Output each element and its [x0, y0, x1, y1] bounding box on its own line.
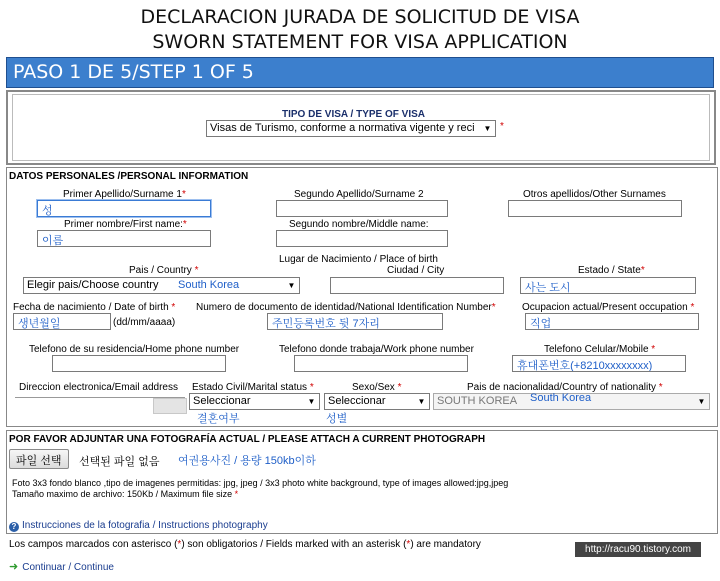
civil-status-select[interactable]	[189, 393, 320, 410]
sex-selected: Seleccionar	[328, 395, 386, 407]
sex-select[interactable]	[324, 393, 430, 410]
occupation-input[interactable]: 직업	[525, 313, 699, 330]
country-annotation: South Korea	[178, 279, 240, 291]
arrow-right-icon: ➜	[9, 561, 19, 573]
occupation-label: Ocupacion actual/Present occupation *	[522, 302, 695, 313]
state-input[interactable]: 사는 도시	[520, 277, 696, 294]
surname2-input[interactable]	[276, 200, 448, 217]
continue-link[interactable]: ➜ Continuar / Continue	[9, 561, 114, 573]
other-surnames-input[interactable]	[508, 200, 682, 217]
required-mark: *	[500, 121, 504, 132]
visa-type-selected: Visas de Turismo, conforme a normativa vigente y reci	[210, 122, 475, 134]
visa-type-label: TIPO DE VISA / TYPE OF VISA	[282, 109, 425, 120]
middle-name-label: Segundo nombre/Middle name:	[289, 219, 429, 230]
sex-annotation: 성별	[326, 413, 348, 425]
photo-annotation: 여권용사진 / 용량 150kb이하	[178, 455, 316, 467]
other-surnames-label: Otros apellidos/Other Surnames	[523, 189, 666, 200]
step-indicator: PASO 1 DE 5/STEP 1 OF 5	[6, 57, 714, 88]
sex-label: Sexo/Sex *	[352, 382, 402, 393]
help-icon: ?	[9, 522, 19, 532]
watermark: http://racu90.tistory.com	[575, 542, 701, 557]
choose-file-button[interactable]: 파일 선택	[9, 449, 69, 469]
civil-status-selected: Seleccionar	[193, 395, 251, 407]
visa-type-select[interactable]	[206, 120, 496, 137]
chevron-down-icon: ▼	[307, 397, 316, 406]
state-label: Estado / State*	[578, 265, 645, 276]
mobile-input[interactable]: 휴대폰번호(+8210xxxxxxxx)	[512, 355, 686, 372]
nationality-selected: SOUTH KOREA	[437, 395, 518, 407]
work-phone-input[interactable]	[294, 355, 468, 372]
civil-status-label: Estado Civil/Marital status *	[192, 382, 314, 393]
middle-name-input[interactable]	[276, 230, 448, 247]
dob-format: (dd/mm/aaaa)	[113, 317, 176, 328]
nationality-label: Pais de nacionalidad/Country of nationality *	[467, 382, 663, 393]
email-input[interactable]	[153, 398, 187, 414]
photo-section-title: POR FAVOR ADJUNTAR UNA FOTOGRAFÍA ACTUAL / PLEASE ATTACH A CURRENT PHOTOGRAPH	[9, 434, 486, 445]
photo-note-2: Tamaño maximo de archivo: 150Kb / Maximum file size *	[12, 489, 239, 499]
nationality-annotation: South Korea	[530, 392, 592, 404]
home-phone-input[interactable]	[52, 355, 226, 372]
dob-label: Fecha de nacimiento / Date of birth *	[13, 302, 176, 313]
mandatory-note: Los campos marcados con asterisco (*) son obligatorios / Fields marked with an asterisk (*) are mandatory	[9, 539, 481, 550]
work-phone-label: Telefono donde trabaja/Work phone number	[279, 344, 474, 355]
email-label: Direccion electronica/Email address	[19, 382, 178, 393]
civil-status-annotation: 결혼여부	[197, 413, 240, 425]
chevron-down-icon: ▼	[287, 281, 296, 290]
birth-place-label: Lugar de Nacimiento / Place of birth	[279, 254, 438, 265]
surname1-input[interactable]: 성	[37, 200, 211, 217]
city-label: Ciudad / City	[387, 265, 445, 276]
page-title-es: DECLARACION JURADA DE SOLICITUD DE VISA	[140, 6, 580, 28]
home-phone-label: Telefono de su residencia/Home phone number	[29, 344, 240, 355]
dob-input[interactable]: 생년월일	[13, 313, 111, 330]
id-number-label: Numero de documento de identidad/National Identification Number*	[196, 302, 496, 313]
first-name-input[interactable]: 이름	[37, 230, 211, 247]
chevron-down-icon: ▼	[483, 124, 492, 133]
id-number-input[interactable]: 주민등록번호 뒷 7자리	[267, 313, 443, 330]
personal-section-title: DATOS PERSONALES /PERSONAL INFORMATION	[9, 171, 249, 182]
surname2-label: Segundo Apellido/Surname 2	[294, 189, 424, 200]
chevron-down-icon: ▼	[417, 397, 426, 406]
no-file-text: 선택된 파일 없음	[79, 456, 160, 468]
city-input[interactable]	[330, 277, 504, 294]
mobile-label: Telefono Celular/Mobile *	[544, 344, 656, 355]
surname1-label: Primer Apellido/Surname 1*	[63, 189, 186, 200]
photo-note-1: Foto 3x3 fondo blanco ,tipo de imagenes permitidas: jpg, jpeg / 3x3 photo white background, type of images allowed:jpg,jpeg	[12, 478, 509, 488]
country-label: Pais / Country *	[129, 265, 199, 276]
photo-instructions-link[interactable]: ? Instrucciones de la fotografia / Instructions photography	[9, 520, 268, 532]
chevron-down-icon: ▼	[697, 397, 706, 406]
first-name-label: Primer nombre/First name:*	[64, 219, 187, 230]
page-title-en: SWORN STATEMENT FOR VISA APPLICATION	[152, 31, 568, 53]
birth-country-selected: Elegir pais/Choose country	[27, 279, 159, 291]
birth-country-select[interactable]	[23, 277, 300, 294]
